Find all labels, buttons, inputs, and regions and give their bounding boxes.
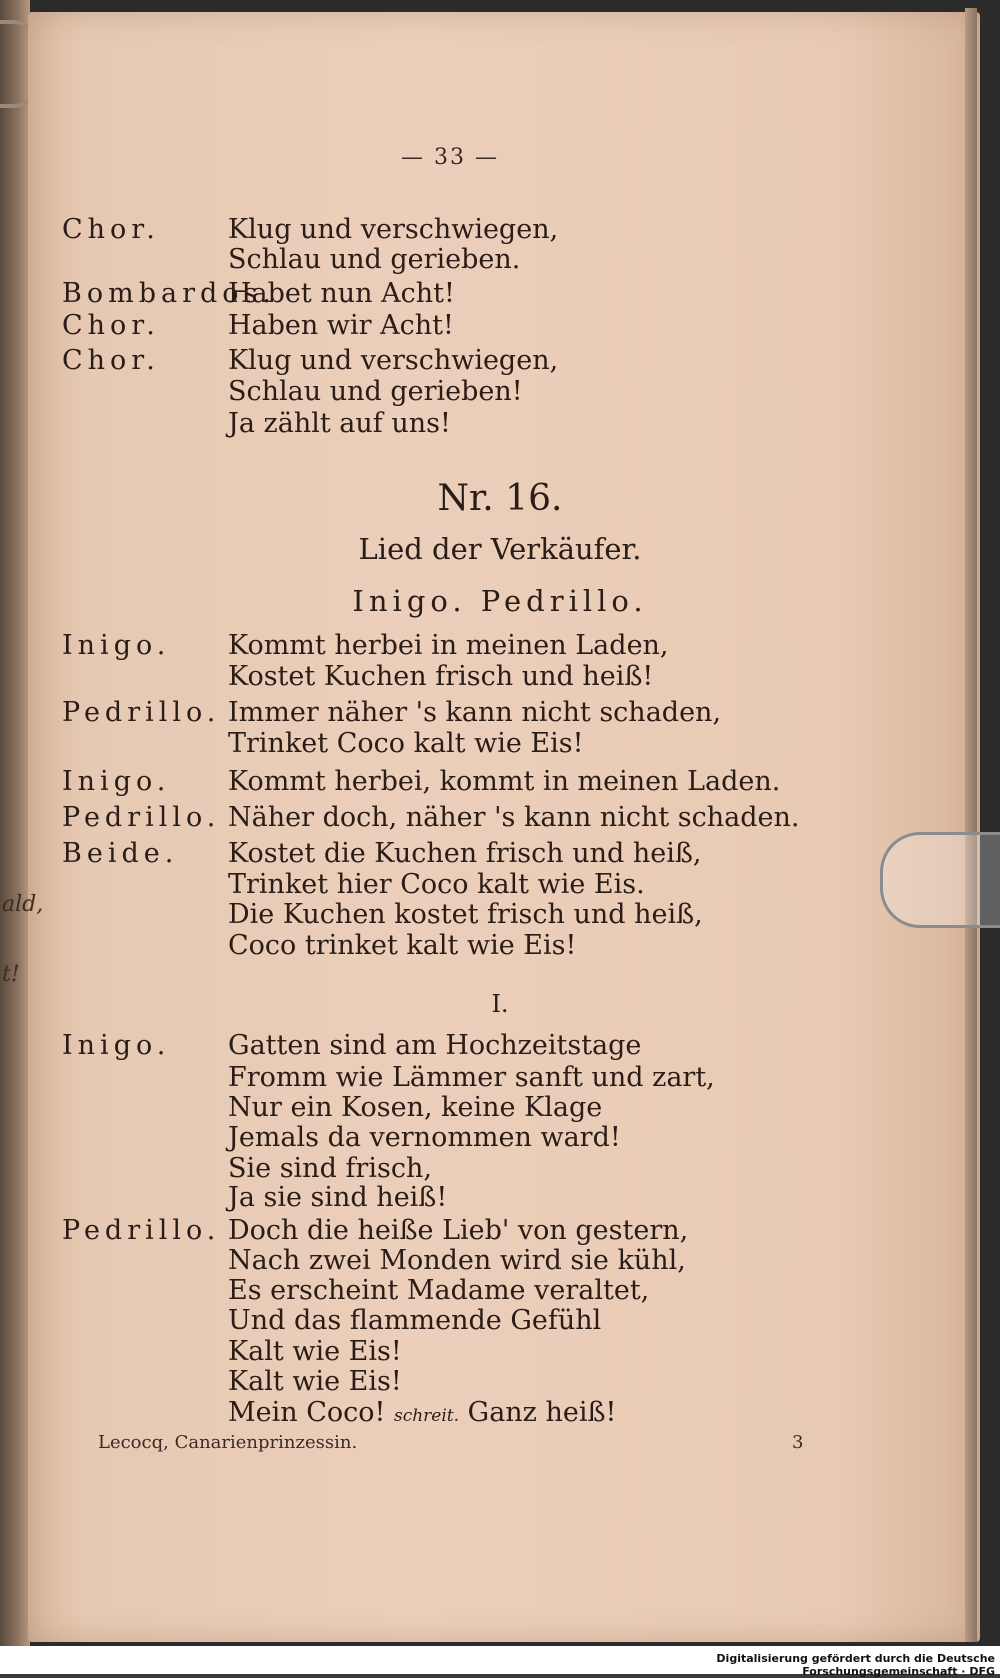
- signature-mark: 3: [792, 1432, 804, 1453]
- line-text: Kalt wie Eis!: [228, 1366, 402, 1397]
- line-text: Jemals da vernommen ward!: [228, 1122, 621, 1153]
- speaker: Beide.: [62, 838, 179, 869]
- verse-line: [0, 1092, 1000, 1122]
- line-text: Habet nun Acht!: [228, 278, 455, 309]
- line-text: Nur ein Kosen, keine Klage: [228, 1092, 603, 1123]
- verse-line: [0, 930, 1000, 960]
- verse-line: [0, 1336, 1000, 1366]
- verse-line: [0, 1122, 1000, 1152]
- verse-line: [0, 376, 1000, 406]
- speaker: Pedrillo.: [62, 802, 221, 833]
- line-text: Doch die heiße Lieb' von gestern,: [228, 1215, 689, 1246]
- margin-fragment: ald,: [2, 892, 44, 917]
- verse-line: [0, 1366, 1000, 1396]
- last-line: [228, 1397, 616, 1428]
- line-text: Nach zwei Monden wird sie kühl,: [228, 1245, 686, 1276]
- footer-title: Lecocq, Canarienprinzessin.: [98, 1432, 358, 1453]
- verse-line: [0, 697, 1000, 727]
- line-text: Ja zählt auf uns!: [228, 408, 451, 439]
- verse-line: [0, 1153, 1000, 1183]
- speaker: Chor.: [62, 345, 160, 376]
- line-text: Ganz heiß!: [467, 1397, 617, 1428]
- characters-line: Inigo. Pedrillo.: [352, 584, 648, 618]
- verse-line: [0, 345, 1000, 375]
- line-text: Kostet die Kuchen frisch und heiß,: [228, 838, 702, 869]
- speaker: Pedrillo.: [62, 697, 221, 728]
- line-text: Klug und verschwiegen,: [228, 214, 559, 245]
- dfg-credit: Digitalisierung gefördert durch die Deutsche Forschungsgemeinschaft · DFG: [716, 1652, 995, 1678]
- page-number: — 33 —: [401, 145, 499, 170]
- line-text: Kalt wie Eis!: [228, 1336, 402, 1367]
- stage-direction: schreit.: [393, 1406, 460, 1426]
- verse-line: [0, 1305, 1000, 1335]
- line-text: Haben wir Acht!: [228, 310, 454, 341]
- line-text: Klug und verschwiegen,: [228, 345, 559, 376]
- verse-line: [0, 1062, 1000, 1092]
- line-text: Mein Coco!: [228, 1397, 386, 1428]
- speaker: Chor.: [62, 214, 160, 245]
- line-text: Coco trinket kalt wie Eis!: [228, 930, 577, 961]
- verse-line: [0, 1182, 1000, 1212]
- verse-line: [0, 214, 1000, 244]
- verse-line: [0, 661, 1000, 691]
- verse-line: [0, 630, 1000, 660]
- line-text: Kostet Kuchen frisch und heiß!: [228, 661, 654, 692]
- line-text: Fromm wie Lämmer sanft und zart,: [228, 1062, 715, 1093]
- line-text: Immer näher 's kann nicht schaden,: [228, 697, 722, 728]
- number-heading: Nr. 16.: [437, 478, 563, 519]
- verse-line: [0, 310, 1000, 340]
- line-text: Und das flammende Gefühl: [228, 1305, 602, 1336]
- verse-line: [0, 899, 1000, 929]
- margin-fragment: t!: [2, 962, 20, 987]
- verse-line: [0, 278, 1000, 308]
- line-text: Ja sie sind heiß!: [228, 1182, 448, 1213]
- speaker: Inigo.: [62, 766, 171, 797]
- speaker: Bombardos.: [62, 278, 276, 309]
- verse-line: [0, 1397, 1000, 1427]
- line-text: Gatten sind am Hochzeitstage: [228, 1030, 642, 1061]
- line-text: Schlau und gerieben.: [228, 244, 521, 275]
- line-text: Näher doch, näher 's kann nicht schaden.: [228, 802, 800, 833]
- speaker: Inigo.: [62, 630, 171, 661]
- verse-line: [0, 869, 1000, 899]
- speaker: Inigo.: [62, 1030, 171, 1061]
- verse-line: [0, 766, 1000, 796]
- line-text: Die Kuchen kostet frisch und heiß,: [228, 899, 703, 930]
- verse-marker: I.: [491, 990, 509, 1018]
- speaker: Chor.: [62, 310, 160, 341]
- verse-line: [0, 1215, 1000, 1245]
- verse-line: [0, 408, 1000, 438]
- line-text: Es erscheint Madame veraltet,: [228, 1275, 650, 1306]
- line-text: Kommt herbei in meinen Laden,: [228, 630, 669, 661]
- page-clip: [880, 832, 1000, 928]
- verse-line: [0, 838, 1000, 868]
- verse-line: [0, 728, 1000, 758]
- song-title: Lied der Verkäufer.: [358, 532, 642, 566]
- verse-line: [0, 1030, 1000, 1060]
- verse-line: [0, 1245, 1000, 1275]
- line-text: Kommt herbei, kommt in meinen Laden.: [228, 766, 781, 797]
- line-text: Trinket hier Coco kalt wie Eis.: [228, 869, 645, 900]
- line-text: Sie sind frisch,: [228, 1153, 432, 1184]
- verse-line: [0, 244, 1000, 274]
- line-text: Schlau und gerieben!: [228, 376, 523, 407]
- verse-line: [0, 802, 1000, 832]
- speaker: Pedrillo.: [62, 1215, 221, 1246]
- line-text: Trinket Coco kalt wie Eis!: [228, 728, 584, 759]
- verse-line: [0, 1275, 1000, 1305]
